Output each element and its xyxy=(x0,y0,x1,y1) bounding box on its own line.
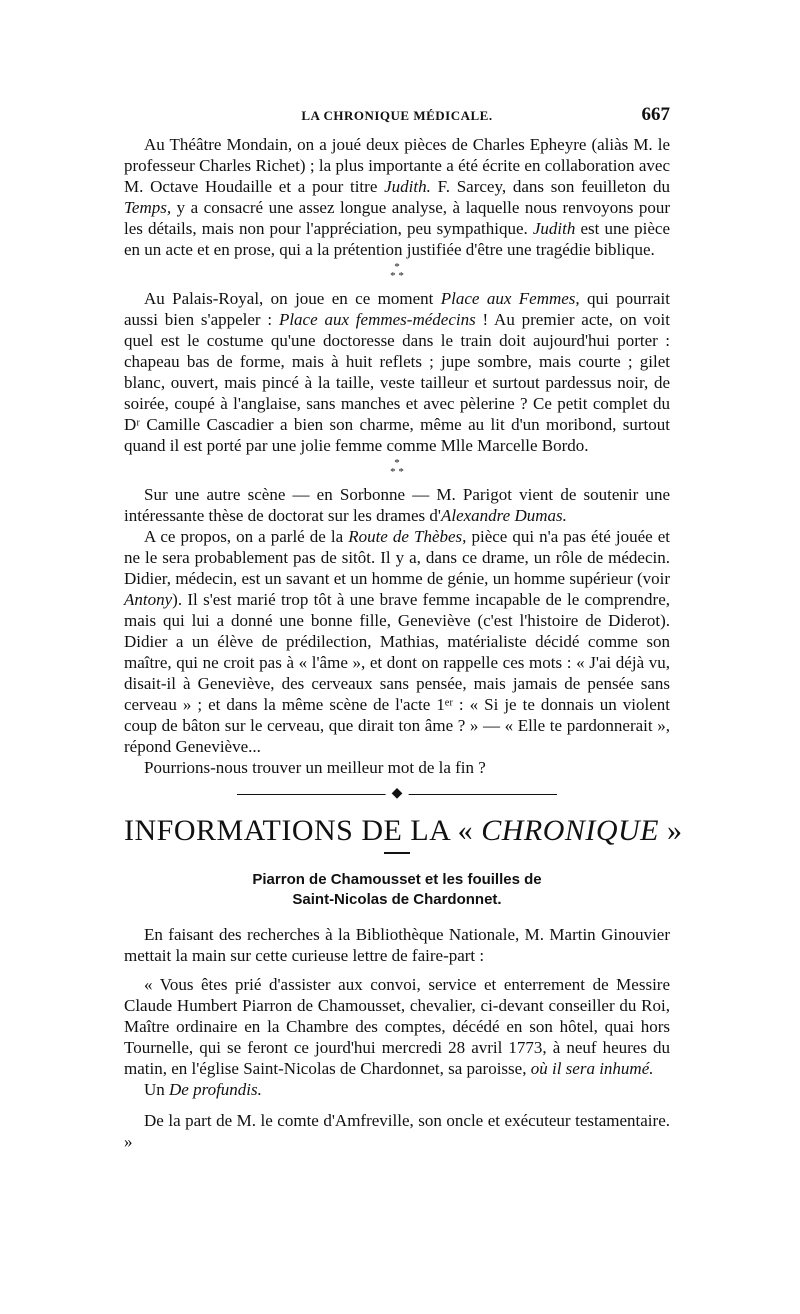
paragraph-faire-part: « Vous êtes prié d'assister aux convoi, service et enterrement de Messire Claude Humbert Piarron de Chamousset, chevalier, ci-devant conseiller du Roi, Maître ordinaire en la Chambre des comptes, décédé en son hôtel, quai hors Tournelle, qui se feront ce jourd'hui mercredi 28 avril 1773, à neuf heures du matin, en l'église Saint-Nicolas de Chardonnet, sa paroisse, où il sera inhumé. xyxy=(124,975,670,1078)
paragraph-signature: De la part de M. le comte d'Amfreville, son oncle et exécuteur testamentaire. » xyxy=(124,1111,670,1151)
ornamental-rule xyxy=(237,784,557,806)
section-title: INFORMATIONS DE LA « CHRONIQUE » xyxy=(124,814,683,847)
page xyxy=(124,104,683,1152)
paragraph-closing-question: Pourrions-nous trouver un meilleur mot de la fin ? xyxy=(144,758,486,777)
paragraph-sorbonne: Sur une autre scène — en Sorbonne — M. Parigot vient de soutenir une intéressante thèse de doctorat sur les drames d'Alexandre Dumas. xyxy=(124,485,670,525)
paragraph-de-profundis: Un De profundis. xyxy=(144,1080,262,1099)
diamond-ornament-icon: ◆ xyxy=(386,786,409,802)
article-subheading: Piarron de Chamousset et les fouilles de Saint-Nicolas de Chardonnet. xyxy=(252,871,542,908)
page-header xyxy=(124,104,670,134)
asterism-divider: * * * xyxy=(390,261,404,282)
asterism-divider: * * * xyxy=(390,457,404,478)
title-underline xyxy=(384,852,410,854)
paragraph-theatre-mondain: Au Théâtre Mondain, on a joué deux pièces de Charles Epheyre (aliàs M. le professeur Charles Richet) ; la plus importante a été écrite en collaboration avec M. Octave Houdaille et a pour titre Judith. F. Sarcey, dans son feuilleton du Temps, y a consacré une assez longue analyse, à laquelle nous renvoyons pour les détails, mais non pour l'appréciation, peu sympathique. Judith est une pièce en un acte et en prose, qui a la prétention justifiée d'être une tragédie biblique. xyxy=(124,135,670,259)
paragraph-bibliotheque: En faisant des recherches à la Bibliothèque Nationale, M. Martin Ginouvier mettait la main sur cette curieuse lettre de faire-part : xyxy=(124,925,670,965)
page-number: 667 xyxy=(641,104,670,125)
paragraph-route-de-thebes: A ce propos, on a parlé de la Route de Thèbes, pièce qui n'a pas été jouée et ne le sera probablement pas de sitôt. Il y a, dans ce drame, un rôle de médecin. Didier, médecin, est un savant et un homme de génie, un homme supérieur (voir Antony). Il s'est marié trop tôt à une brave femme incapable de le comprendre, mais qui lui a donné une bonne fille, Geneviève (c'est l'histoire de Diderot). Didier a un élève de prédilection, Mathias, matérialiste décidé comme son maître, qui ne croit pas à « l'âme », et dont on rappelle ces mots : « J'ai déjà vu, disait-il à Geneviève, des cerveaux sans pensée, mais jamais de pensée sans cerveau » ; et dans la même scène de l'acte 1ᵉʳ : « Si je te donnais un violent coup de bâton sur le cerveau, que dirait ton âme ? » — « Elle te pardonnerait », répond Geneviève... xyxy=(124,527,671,756)
paragraph-palais-royal: Au Palais-Royal, on joue en ce moment Place aux Femmes, qui pourrait aussi bien s'appeler : Place aux femmes-médecins ! Au premier acte, on voit quel est le costume qu'une doctoresse dans le train doit aujourd'hui porter : chapeau bas de forme, mais à huit reflets ; jupe sombre, mais courte ; gilet blanc, ouvert, mais pincé à la taille, veste tailleur et surtout pardessus noir, de soirée, coupé à l'anglaise, sans manches et avec pèlerine ? Ce petit complet du Dʳ Camille Cascadier a bien son charme, même au lit d'un moribond, surtout quand il est porté par une jolie femme comme Mlle Marcelle Bordo. xyxy=(124,289,670,455)
running-title: LA CHRONIQUE MÉDICALE. xyxy=(301,108,493,123)
